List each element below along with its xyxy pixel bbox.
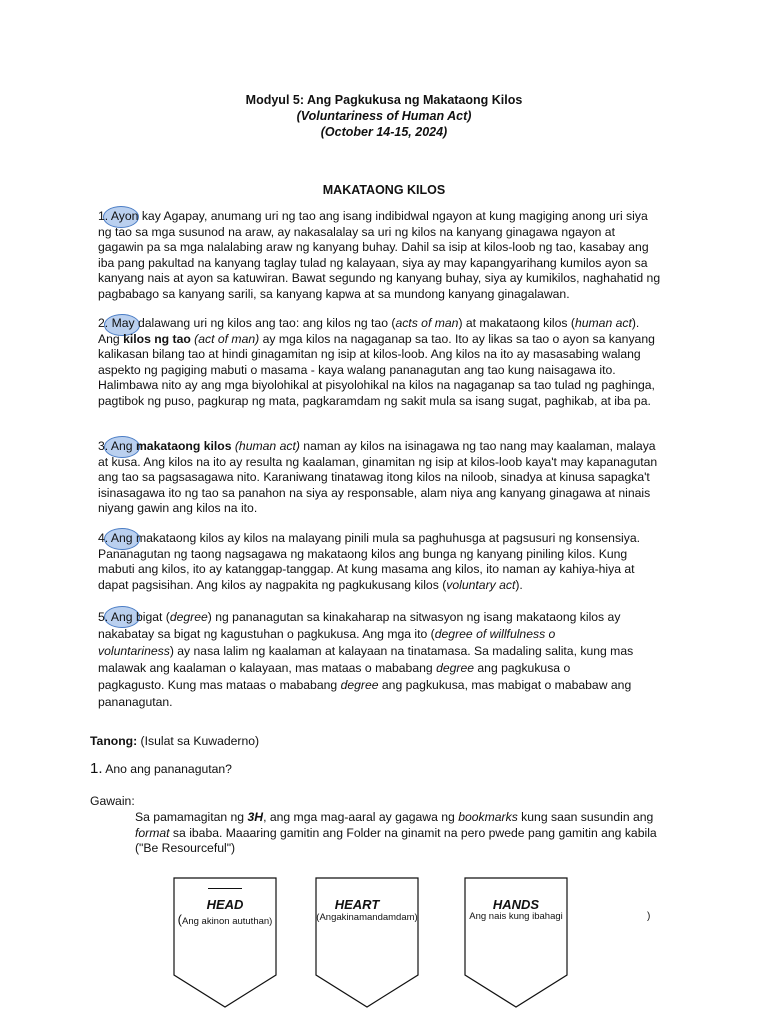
bookmark-head: HEAD (Ang akinon aututhan) bbox=[173, 877, 277, 1009]
paragraph-1: 1. Ayon kay Agapay, anumang uri ng tao ang isang indibidwal ngayon at kung magiging anong uri siya ng tao sa mga susunod na araw, ay nakasalalay sa uri ng kilos na kanyang ginagawa ngayon at gagawin pa sa mga nalalabing araw ng kanyang buhay. Dahil sa isip at kilos-loob ng tao, kasabay ang iba pang pakultad na kanyang taglay tulad ng kalayaan, siya ay may kapangyarihang kumilos ayon sa kanyang nais at ayon sa katuwiran. Bawat segundo ng kanyang buhay, siya ay kumikilos, naghahatid ng pagbabago sa kanyang sarili, sa kanyang kapwa at sa mundong kanyang ginagalawan. bbox=[98, 209, 661, 301]
module-date: (October 14-15, 2024) bbox=[320, 125, 448, 139]
section-title: MAKATAONG KILOS bbox=[322, 183, 446, 197]
activity-instructions: Sa pamamagitan ng 3H, ang mga mag-aaral ay gagawa ng bookmarks kung saan susundin ang format sa ibaba. Maaaring gamitin ang Folder na ginamit na pero pwede pang gamitin ang kabila ("Be Resourceful") bbox=[135, 810, 657, 855]
paragraph-4: 4. Ang makataong kilos ay kilos na malayang pinili mula sa paghuhusga at pagsusuri ng konsensiya. Pananagutan ng taong nagsagawa ng makataong kilos ang bunga ng kanyang piniling kilos. Kung mabuti ang kilos, ito ay katanggap-tanggap. At kung masama ang kilos, ito naman ay kahiya-hiya at dapat pagsisihan. Ang kilos ay nagpakita ng pagkukusang kilos (voluntary act). bbox=[98, 531, 641, 592]
bookmark-hands: HANDS Ang nais kung ibahagi bbox=[464, 877, 568, 1009]
question-item: 1. Ano ang pananagutan? bbox=[90, 760, 232, 777]
paragraph-5: 5. Ang bigat (degree) ng pananagutan sa kinakaharap na sitwasyon ng isang makataong kilos ay nakabatay sa bigat ng kagustuhan o pagkukusa. Ang mga ito (degree of willfulness o voluntariness) ay nasa lalim ng kaalaman at kalayaan na tinatamasa. Sa madaling salita, kung mas malawak ang kaalaman o kalayaan, mas mataas o mababang degree ang pagkukusa o pagkagusto. Kung mas mataas o mababang degree ang pagkukusa, mas mabigat o mababaw ang pananagutan. bbox=[98, 610, 634, 709]
module-subtitle: (Voluntariness of Human Act) bbox=[296, 109, 472, 123]
question-header: Tanong: (Isulat sa Kuwaderno) bbox=[90, 734, 260, 748]
paragraph-3: 3. Ang makataong kilos (human act) naman ay kilos na isinagawa ng tao nang may kaalaman, malaya at kusa. Ang kilos na ito ay resulta ng kaalaman, ginamitan ng isip at kilos-loob kaya't may kapanagutan ang tao sa pagsasagawa nito. Karaniwang tinatawag itong kilos na niloob, sinadya at kinusa sapagka't isinasagawa ito ng tao sa panahon na siya ay responsable, alam niya ang kanyang ginagawa at ninais niyang gawin ang kilos na ito. bbox=[98, 439, 658, 515]
module-title: Modyul 5: Ang Pagkukusa ng Makataong Kilos bbox=[245, 93, 523, 107]
paragraph-2: 2. May dalawang uri ng kilos ang tao: ang kilos ng tao (acts of man) at makataong kilos (human act). Ang kilos ng tao (act of man) ay mga kilos na nagaganap sa tao. Ito ay likas sa tao o ayon sa kanyang kalikasan bilang tao at hindi ginagamitan ng isip at kilos-loob. Ang kilos na ito ay masasabing walang aspekto ng pagiging mabuti o masama - kaya walang pananagutan ang tao kung naisagawa ito. Halimbawa nito ay ang mga biyolohikal at pisyolohikal na kilos na nagaganap sa tao tulad ng paghinga, pagtibok ng puso, pagkurap ng mata, pagkaramdam ng sakit mula sa isang sugat, paghikab, at iba pa. bbox=[98, 316, 655, 408]
bookmark-heart: HEART (Angakinamandamdam) bbox=[315, 877, 419, 1009]
bookmark-hands-closing: ) bbox=[647, 911, 651, 922]
activity-label: Gawain: bbox=[90, 794, 135, 808]
